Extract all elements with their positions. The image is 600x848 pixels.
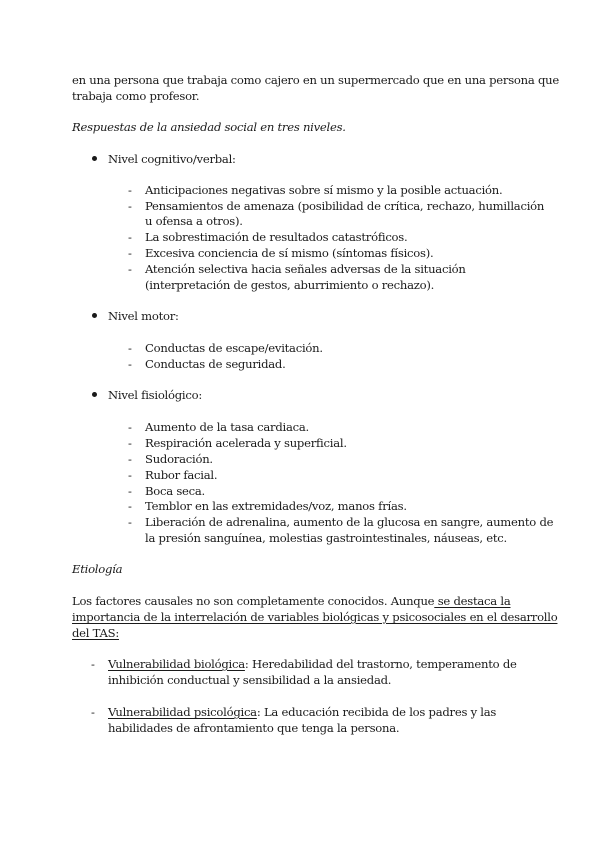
definition: : Heredabilidad del trastorno, temperamento de: [244, 657, 517, 671]
list-item: Conductas de escape/evitación.: [145, 341, 323, 355]
dash-icon: -: [128, 230, 132, 244]
underlined-text: importancia de la interrelación de variables biológicas y psicosociales en el desarrollo: [72, 610, 558, 624]
dash-icon: -: [128, 183, 132, 197]
underlined-text: se destaca la: [434, 594, 511, 608]
list-item: Boca seca.: [145, 484, 205, 498]
list-item: La sobrestimación de resultados catastróficos.: [145, 230, 408, 244]
list-item: Liberación de adrenalina, aumento de la glucosa en sangre, aumento de: [145, 515, 554, 529]
dash-icon: -: [128, 357, 132, 371]
list-item: la presión sanguínea, molestias gastrointestinales, náuseas, etc.: [145, 531, 507, 545]
dash-icon: -: [128, 420, 132, 434]
dash-icon: -: [91, 705, 95, 719]
dash-icon: -: [128, 515, 132, 529]
list-item: Pensamientos de amenaza (posibilidad de crítica, rechazo, humillación: [145, 199, 545, 213]
dash-icon: -: [128, 436, 132, 450]
dash-icon: -: [128, 341, 132, 355]
list-item: (interpretación de gestos, aburrimiento o rechazo).: [145, 278, 435, 292]
underlined-text: del TAS:: [72, 626, 119, 640]
section-title: Etiología: [72, 562, 123, 576]
list-item: Aumento de la tasa cardiaca.: [145, 420, 309, 434]
dash-icon: -: [128, 452, 132, 466]
paragraph-line: trabaja como profesor.: [72, 89, 200, 103]
bullet-icon: [92, 392, 97, 397]
level-title: Nivel fisiológico:: [108, 388, 202, 402]
dash-icon: -: [128, 199, 132, 213]
list-item: u ofensa a otros).: [145, 214, 243, 228]
dash-icon: -: [91, 657, 95, 671]
list-item: [108, 704, 496, 720]
level-title: Nivel cognitivo/verbal:: [108, 152, 236, 166]
dash-icon: -: [128, 262, 132, 276]
level-title: Nivel motor:: [108, 309, 179, 323]
paragraph-line: en una persona que trabaja como cajero en un supermercado que en una persona que: [72, 73, 559, 87]
plain-text: Los factores causales no son completamente conocidos. Aunque: [72, 594, 435, 608]
list-item: Sudoración.: [145, 452, 213, 466]
dash-icon: -: [128, 499, 132, 513]
section-title: Respuestas de la ansiedad social en tres niveles.: [72, 120, 346, 134]
bullet-icon: [92, 313, 97, 318]
dash-icon: -: [128, 246, 132, 260]
bullet-icon: [92, 156, 97, 161]
list-item: [108, 656, 517, 672]
definition: : La educación recibida de los padres y las: [256, 705, 497, 719]
list-item: Atención selectiva hacia señales adversas de la situación: [145, 262, 466, 276]
list-item: Temblor en las extremidades/voz, manos frías.: [145, 499, 407, 513]
list-item: Rubor facial.: [145, 468, 218, 482]
list-item: Respiración acelerada y superficial.: [145, 436, 347, 450]
list-item: Excesiva conciencia de sí mismo (síntomas físicos).: [145, 246, 434, 260]
list-item: inhibición conductual y sensibilidad a la ansiedad.: [108, 673, 392, 687]
list-item: Anticipaciones negativas sobre sí mismo y la posible actuación.: [145, 183, 503, 197]
term: Vulnerabilidad biológica: [108, 657, 245, 671]
list-item: Conductas de seguridad.: [145, 357, 286, 371]
list-item: habilidades de afrontamiento que tenga la persona.: [108, 721, 400, 735]
paragraph-line: [72, 593, 511, 609]
dash-icon: -: [128, 484, 132, 498]
term: Vulnerabilidad psicológica: [108, 705, 257, 719]
dash-icon: -: [128, 468, 132, 482]
